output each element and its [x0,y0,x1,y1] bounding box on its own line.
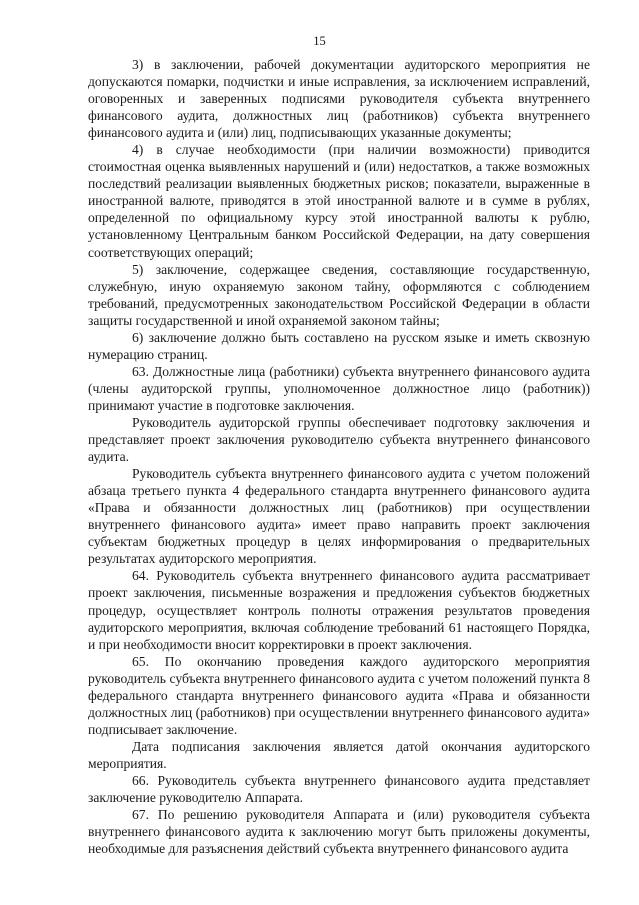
paragraph-item-4: 4) в случае необходимости (при наличии возможности) приводится стоимостная оценка выявленных нарушений и (или) недостатков, а также возможных последствий реализации выявленных бюджетных рисков; показатели, выраженные в иностранной валюте, приводятся в этой иностранной валюте и в сумме в рублях, определенной по официальному курсу этой иностранной валюты к рублю, установленному Центральным банком Российской Федерации, на дату совершения соответствующих операций; [88,142,590,260]
document-body [88,56,590,857]
paragraph-clause-64: 64. Руководитель субъекта внутреннего финансового аудита рассматривает проект заключения, письменные возражения и предложения субъектов бюджетных процедур, осуществляет контроль полноты отражения результатов проведения аудиторского мероприятия, включая соблюдение требований 61 настоящего Порядка, и при необходимости вносит корректировки в проект заключения. [88,568,590,652]
paragraph-item-3: 3) в заключении, рабочей документации аудиторского мероприятия не допускаются помарки, подчистки и иные исправления, за исключением исправлений, оговоренных и заверенных подписями руководителя субъекта внутреннего финансового аудита, должностных лиц (работников) субъекта внутреннего финансового аудита и (или) лиц, подписывающих указанные документы; [88,57,590,141]
paragraph-clause-63-part-2: Руководитель аудиторской группы обеспечивает подготовку заключения и представляет проект заключения руководителю субъекта внутреннего финансового аудита. [88,414,590,465]
page-number: 15 [313,34,326,48]
paragraph-item-5: 5) заключение, содержащее сведения, составляющие государственную, служебную, иную охраняемую законом тайну, оформляются с соблюдением требований, предусмотренных законодательством Российской Федерации в области защиты государственной и иной охраняемой законом тайны; [88,261,590,328]
paragraph-clause-66: 66. Руководитель субъекта внутреннего финансового аудита представляет заключение руководителю Аппарата. [88,772,590,806]
paragraph-item-6: 6) заключение должно быть составлено на русском языке и иметь сквозную нумерацию страниц. [88,329,590,362]
paragraph-clause-65: 65. По окончанию проведения каждого аудиторского мероприятия руководитель субъекта внутреннего финансового аудита с учетом положений пункта 8 федерального стандарта внутреннего финансового аудита «Права и обязанности должностных лиц (работников) при осуществлении внутреннего финансового аудита» подписывает заключение. [88,653,590,737]
paragraph-clause-65-part-2: Дата подписания заключения является датой окончания аудиторского мероприятия. [88,738,590,771]
paragraph-clause-67: 67. По решению руководителя Аппарата и (или) руководителя субъекта внутреннего финансового аудита к заключению могут быть приложены документы, необходимые для разъяснения действий субъекта внутреннего финансового аудита [88,807,590,857]
paragraph-clause-63-part-3: Руководитель субъекта внутреннего финансового аудита с учетом положений абзаца третьего пункта 4 федерального стандарта внутреннего финансового аудита «Права и обязанности должностных лиц (работников) при осуществлении внутреннего финансового аудита» имеет право направить проект заключения субъектам бюджетных процедур в целях информирования о предварительных результатах аудиторского мероприятия. [88,466,590,567]
paragraph-clause-63: 63. Должностные лица (работники) субъекта внутреннего финансового аудита (члены аудиторской группы, уполномоченное должностное лицо (работник)) принимают участие в подготовке заключения. [88,363,590,413]
